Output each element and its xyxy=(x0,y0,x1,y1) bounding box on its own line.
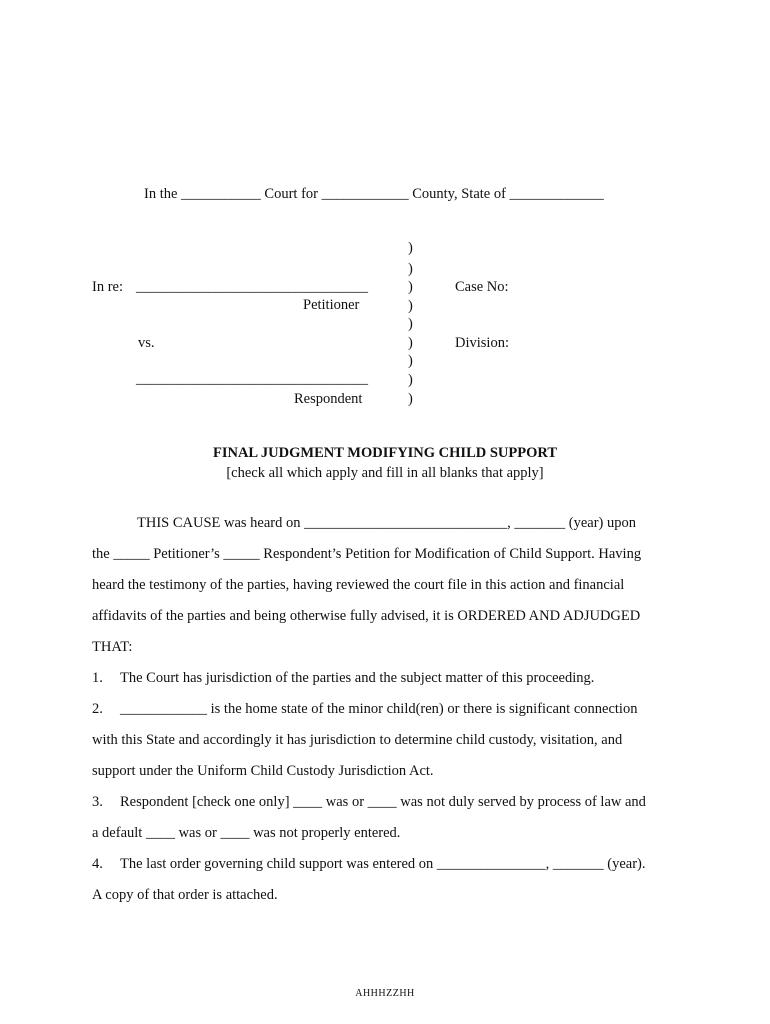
item-text: The Court has jurisdiction of the parties and the subject matter of this proceeding. xyxy=(120,670,595,686)
in-re-label: In re: xyxy=(92,279,123,295)
petitioner-blank[interactable]: ________________________________ xyxy=(136,279,368,295)
body-line: THIS CAUSE was heard on ____________________________, _______ (year) upon xyxy=(137,515,636,531)
document-title: FINAL JUDGMENT MODIFYING CHILD SUPPORT xyxy=(212,445,558,461)
paren: ) xyxy=(408,261,413,277)
body-line: the _____ Petitioner’s _____ Respondent’s Petition for Modification of Child Support. Having xyxy=(92,546,642,562)
footer-code: AHHHZZHH xyxy=(355,988,415,999)
paren: ) xyxy=(408,279,413,295)
item-text: with this State and accordingly it has jurisdiction to determine child custody, visitation, and xyxy=(92,732,623,748)
paren: ) xyxy=(408,335,413,351)
item-number: 3. xyxy=(92,794,103,810)
item-number: 2. xyxy=(92,701,103,717)
document-subtitle: [check all which apply and fill in all blanks that apply] xyxy=(226,465,544,481)
paren: ) xyxy=(408,240,413,256)
paren: ) xyxy=(408,353,413,369)
body-line: heard the testimony of the parties, having reviewed the court file in this action and financial xyxy=(92,577,625,593)
body-line: affidavits of the parties and being otherwise fully advised, it is ORDERED AND ADJUDGED xyxy=(92,608,641,624)
case-no-label: Case No: xyxy=(455,279,509,295)
item-text: ____________ is the home state of the minor child(ren) or there is significant connection xyxy=(120,701,638,717)
paren: ) xyxy=(408,316,413,332)
vs-label: vs. xyxy=(138,335,155,351)
item-text: The last order governing child support was entered on _______________, _______ (year). xyxy=(120,856,646,872)
paren: ) xyxy=(408,391,413,407)
item-number: 1. xyxy=(92,670,103,686)
item-number: 4. xyxy=(92,856,103,872)
court-line: In the ___________ Court for ____________ County, State of _____________ xyxy=(144,186,604,202)
respondent-blank[interactable]: ________________________________ xyxy=(136,371,368,387)
petitioner-label: Petitioner xyxy=(303,297,360,313)
paren: ) xyxy=(408,372,413,388)
body-line: THAT: xyxy=(92,639,133,655)
respondent-label: Respondent xyxy=(294,391,363,407)
item-text: a default ____ was or ____ was not properly entered. xyxy=(92,825,401,841)
item-text: Respondent [check one only] ____ was or ____ was not duly served by process of law and xyxy=(120,794,646,810)
paren: ) xyxy=(408,298,413,314)
division-label: Division: xyxy=(455,335,509,351)
item-text: A copy of that order is attached. xyxy=(92,887,278,903)
item-text: support under the Uniform Child Custody Jurisdiction Act. xyxy=(92,763,434,779)
